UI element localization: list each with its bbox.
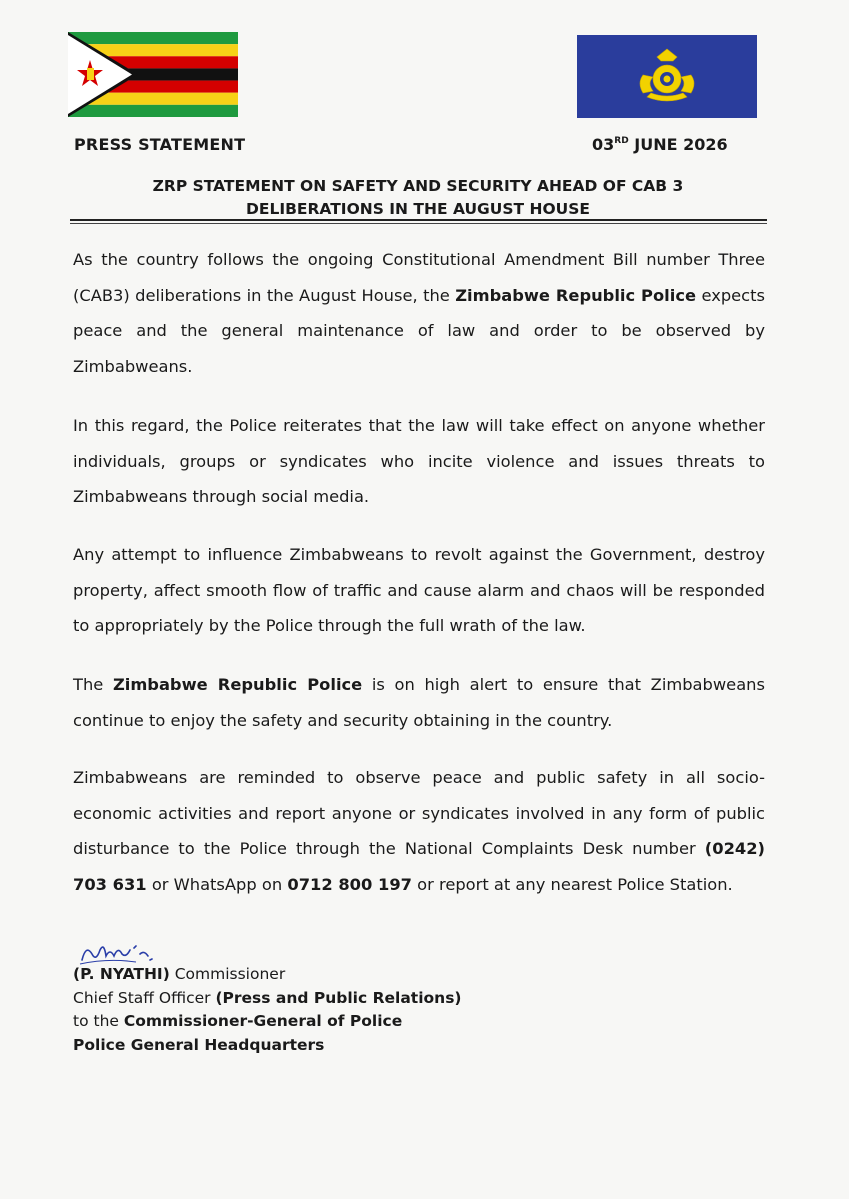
headline-divider (70, 219, 767, 221)
paragraph-1: As the country follows the ongoing Constitutional Amendment Bill number Three (CAB3) deliberations in the August House, the Zimbabwe Republic Police expects peace and the general maintenance of law and order to be observed by Zimbabweans. (73, 250, 765, 376)
headline-line-2: DELIBERATIONS IN THE AUGUST HOUSE (246, 200, 590, 218)
zimbabwe-flag-icon (68, 32, 238, 117)
paragraph-2: In this regard, the Police reiterates that the law will take effect on anyone whether individuals, groups or syndicates who incite violence and issues threats to Zimbabweans through social media. (73, 416, 765, 506)
signatory-hq: Police General Headquarters (73, 1035, 325, 1054)
signatory-title: Chief Staff Officer (Press and Public Relations) (73, 988, 462, 1007)
whatsapp-number: 0712 800 197 (287, 874, 412, 894)
complaints-desk-number: (0242) 703 631 (73, 839, 765, 894)
signatory-office: to the Commissioner-General of Police (73, 1012, 403, 1030)
paragraph-5: Zimbabweans are reminded to observe peace and public safety in all socio-economic activities and report anyone or syndicates involved in any form of public disturbance to the Police through the National Complaints Desk number (0242) 703 631 or WhatsApp on 0712 800 197 or report at any nearest Police Station. (73, 768, 765, 894)
signature-block (73, 963, 462, 1057)
headline-divider-thin (70, 223, 767, 224)
statement-date: 03RD JUNE 2026 (592, 135, 728, 154)
signatory-name: (P. NYATHI) Commissioner (73, 965, 286, 983)
press-statement-label: PRESS STATEMENT (74, 135, 246, 154)
zrp-flag-icon (577, 35, 757, 118)
paragraph-3: Any attempt to influence Zimbabweans to revolt against the Government, destroy property, affect smooth flow of traffic and cause alarm and chaos will be responded to appropriately by the Police through the full wrath of the law. (73, 545, 765, 635)
headline-line-1: ZRP STATEMENT ON SAFETY AND SECURITY AHEAD OF CAB 3 (152, 177, 684, 195)
statement-headline (70, 175, 766, 221)
paragraph-4: The Zimbabwe Republic Police is on high alert to ensure that Zimbabweans continue to enjoy the safety and security obtaining in the country. (73, 675, 765, 730)
